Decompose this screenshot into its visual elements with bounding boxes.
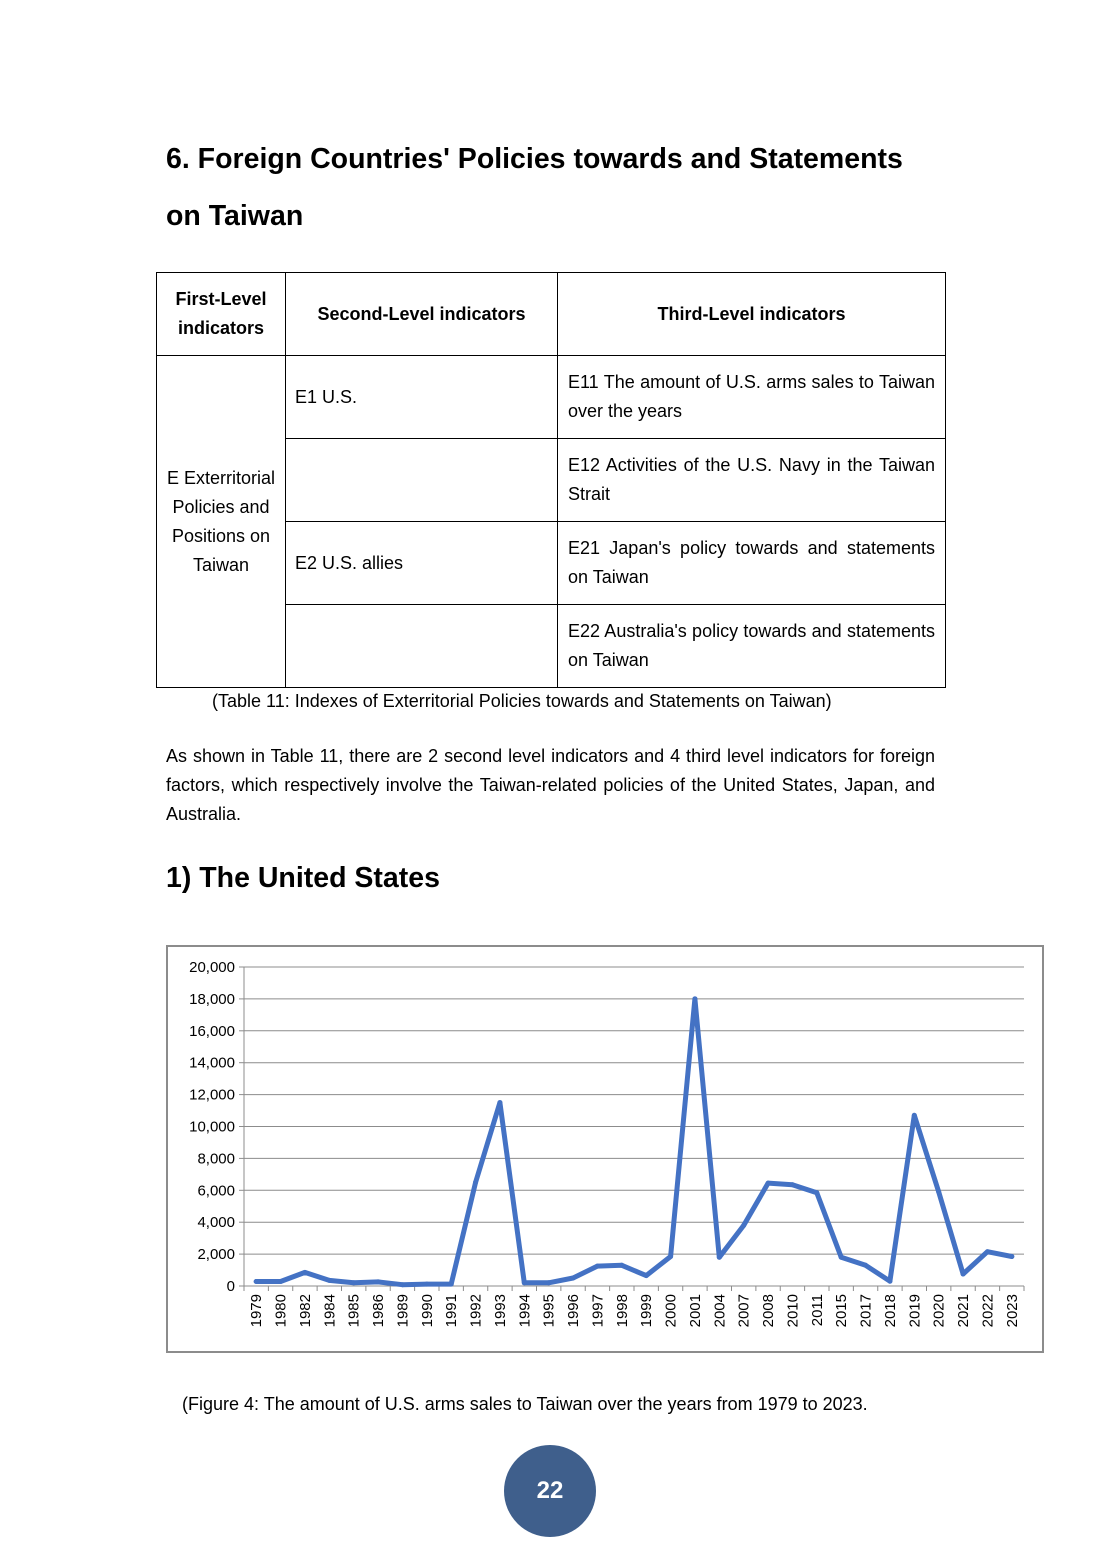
x-tick-label: 1993 xyxy=(491,1294,509,1328)
x-tick-label: 1991 xyxy=(443,1294,461,1328)
section-title-line1: 6. Foreign Countries' Policies towards and Statements xyxy=(166,143,903,175)
x-tick-label: 1982 xyxy=(296,1294,314,1328)
x-tick-label: 1980 xyxy=(272,1294,290,1328)
data-point xyxy=(961,1272,966,1277)
data-point xyxy=(278,1279,283,1284)
x-tick-label: 2019 xyxy=(906,1294,924,1328)
data-point xyxy=(1009,1254,1014,1259)
x-tick-label: 2008 xyxy=(760,1294,778,1328)
data-point xyxy=(717,1255,722,1260)
indicator-table xyxy=(156,272,946,688)
x-tick-label: 1986 xyxy=(370,1294,388,1328)
third-level-cell: E11 The amount of U.S. arms sales to Taiwan over the years xyxy=(558,356,946,439)
y-tick-label: 0 xyxy=(226,1278,235,1295)
x-tick-label: 2021 xyxy=(955,1294,973,1328)
x-tick-label: 2018 xyxy=(881,1294,899,1328)
third-level-cell: E12 Activities of the U.S. Navy in the Taiwan Strait xyxy=(558,439,946,522)
x-tick-label: 1997 xyxy=(589,1294,607,1328)
data-point xyxy=(790,1182,795,1187)
data-point xyxy=(668,1254,673,1259)
x-tick-label: 1996 xyxy=(565,1294,583,1328)
data-point xyxy=(863,1263,868,1268)
figure-caption: (Figure 4: The amount of U.S. arms sales to Taiwan over the years from 1979 to 2023. xyxy=(182,1394,868,1414)
x-tick-label: 1984 xyxy=(321,1294,339,1328)
data-point xyxy=(400,1282,405,1287)
x-tick-label: 1979 xyxy=(248,1294,266,1328)
x-tick-label: 2000 xyxy=(662,1294,680,1328)
y-tick-label: 10,000 xyxy=(189,1118,235,1136)
data-point xyxy=(741,1223,746,1228)
data-point xyxy=(936,1189,941,1194)
y-tick-label: 16,000 xyxy=(189,1022,235,1040)
header-second-level: Second-Level indicators xyxy=(286,273,558,356)
data-point xyxy=(327,1278,332,1283)
x-tick-label: 1994 xyxy=(516,1294,534,1328)
data-point xyxy=(497,1100,502,1105)
x-tick-label: 2007 xyxy=(735,1294,753,1328)
page-number-badge xyxy=(504,1445,596,1537)
third-level-cell: E21 Japan's policy towards and statements on Taiwan xyxy=(558,522,946,605)
x-tick-label: 2010 xyxy=(784,1294,802,1328)
x-tick-label: 1990 xyxy=(418,1294,436,1328)
x-tick-label: 2023 xyxy=(1003,1294,1021,1328)
chart-canvas xyxy=(168,947,1042,1351)
data-point xyxy=(912,1113,917,1118)
data-point xyxy=(302,1270,307,1275)
data-point xyxy=(254,1279,259,1284)
x-tick-label: 1995 xyxy=(540,1294,558,1328)
second-level-cell xyxy=(286,605,558,688)
y-tick-label: 20,000 xyxy=(189,959,235,976)
x-tick-label: 1998 xyxy=(613,1294,631,1328)
y-tick-label: 4,000 xyxy=(197,1214,235,1232)
data-point xyxy=(692,996,697,1001)
series-line xyxy=(256,999,1012,1285)
data-point xyxy=(839,1255,844,1260)
x-tick-label: 1992 xyxy=(467,1294,485,1328)
x-tick-label: 2004 xyxy=(711,1294,729,1328)
body-paragraph: As shown in Table 11, there are 2 second level indicators and 4 third level indicators for foreign factors, which respectively involve the Taiwan-related policies of the United States, Japan, and Australia. xyxy=(166,746,935,824)
data-point xyxy=(546,1280,551,1285)
y-tick-label: 18,000 xyxy=(189,990,235,1008)
x-tick-label: 2015 xyxy=(833,1294,851,1328)
y-tick-label: 8,000 xyxy=(197,1150,235,1168)
page-number: 22 xyxy=(536,1477,564,1504)
y-tick-label: 2,000 xyxy=(197,1246,235,1264)
y-tick-label: 6,000 xyxy=(197,1182,235,1200)
data-point xyxy=(766,1181,771,1186)
header-third-level: Third-Level indicators xyxy=(558,273,946,356)
data-point xyxy=(376,1279,381,1284)
x-tick-label: 2022 xyxy=(979,1294,997,1328)
x-tick-label: 2001 xyxy=(686,1294,704,1328)
data-point xyxy=(619,1263,624,1268)
data-point xyxy=(522,1280,527,1285)
data-point xyxy=(449,1282,454,1287)
second-level-cell: E1 U.S. xyxy=(286,356,558,439)
data-point xyxy=(424,1282,429,1287)
x-tick-label: 1985 xyxy=(345,1294,363,1328)
arms-sales-chart xyxy=(166,945,1044,1353)
section-title-line2: on Taiwan xyxy=(166,200,304,232)
y-tick-label: 12,000 xyxy=(189,1086,235,1104)
x-tick-label: 1989 xyxy=(394,1294,412,1328)
x-tick-label: 1999 xyxy=(638,1294,656,1328)
data-point xyxy=(571,1276,576,1281)
x-tick-label: 2020 xyxy=(930,1294,948,1328)
third-level-cell: E22 Australia's policy towards and statements on Taiwan xyxy=(558,605,946,688)
data-point xyxy=(644,1273,649,1278)
first-level-cell: E Exterritorial Policies and Positions on Taiwan xyxy=(157,356,286,688)
table-caption: (Table 11: Indexes of Exterritorial Policies towards and Statements on Taiwan) xyxy=(212,691,832,711)
table-row xyxy=(157,356,946,439)
table-header-row xyxy=(157,273,946,356)
data-point xyxy=(351,1280,356,1285)
data-point xyxy=(595,1264,600,1269)
data-point xyxy=(985,1249,990,1254)
data-point xyxy=(887,1279,892,1284)
header-first-level: First-Level indicators xyxy=(157,273,286,356)
data-point xyxy=(814,1190,819,1195)
subsection-title: 1) The United States xyxy=(166,862,440,894)
second-level-cell: E2 U.S. allies xyxy=(286,522,558,605)
x-tick-label: 2011 xyxy=(808,1294,826,1327)
y-tick-label: 14,000 xyxy=(189,1054,235,1072)
data-point xyxy=(473,1180,478,1185)
second-level-cell xyxy=(286,439,558,522)
x-tick-label: 2017 xyxy=(857,1294,875,1328)
